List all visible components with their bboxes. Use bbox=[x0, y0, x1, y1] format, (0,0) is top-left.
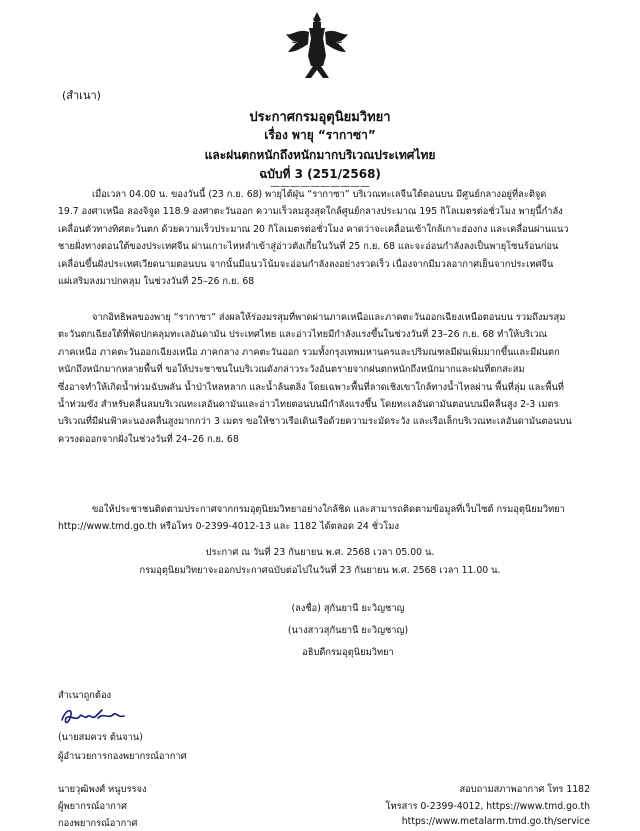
signer-name: (นางสาวสุกันยานี ยะวิญชาญ) bbox=[287, 625, 409, 636]
paragraph-line: เคลื่อนตัวทางทิศตะวันตก ด้วยความเร็วประมาณ 20 กิโลเมตรต่อชั่วโมง คาดว่าจะเคลื่อนเข้าใกล้เกาะฮ่องกง และเคลื่อนผ่านแนว bbox=[58, 223, 569, 235]
certifier-position: ผู้อำนวยการกองพยากรณ์อากาศ bbox=[58, 751, 187, 762]
signer-position: อธิบดีกรมอุตุนิยมวิทยา bbox=[302, 647, 394, 658]
paragraph-line: ซึ่งอาจทำให้เกิดน้ำท่วมฉับพลัน น้ำป่าไหลหลาก และน้ำล้นตลิ่ง โดยเฉพาะพื้นที่ลาดเชิงเขาใกล้ทางน้ำไหลผ่าน พื้นที่ลุ่ม และพื้นที่ bbox=[58, 381, 564, 393]
document-subject-line2: และฝนตกหนักถึงหนักมากบริเวณประเทศไทย bbox=[204, 148, 436, 162]
paragraph-line: 19.7 องศาเหนือ ลองจิจูด 118.9 องศาตะวันออก ความเร็วลมสูงสุดใกล้ศูนย์กลางประมาณ 195 กิโลเมตรต่อชั่วโมง พายุนี้กำลัง bbox=[58, 206, 563, 218]
handwritten-signature-icon bbox=[58, 704, 130, 728]
certified-copy-label: สำเนาถูกต้อง bbox=[58, 690, 112, 701]
paragraph-contact bbox=[58, 501, 584, 536]
paragraph-line: ควรงดออกจากฝั่งในช่วงวันที่ 24–26 ก.ย. 68 bbox=[58, 433, 239, 445]
paragraph-line: ขอให้ประชาชนติดตามประกาศจากกรมอุตุนิยมวิทยาอย่างใกล้ชิด และสามารถติดตามข้อมูลที่เว็บไซต์ กรมอุตุนิยมวิทยา bbox=[92, 504, 565, 515]
metalarm-link[interactable]: https://www.metalarm.tmd.go.th/service bbox=[401, 816, 590, 827]
paragraph-storm-position bbox=[58, 186, 584, 290]
paragraph-line: ชายฝั่งทางตอนใต้ของประเทศจีน ผ่านเกาะไหหลำเข้าสู่อ่าวตังเกี๋ยในวันที่ 25 ก.ย. 68 และจะอ่อนกำลังลงเป็นพายุโซนร้อนก่อน bbox=[58, 241, 559, 253]
garuda-emblem-icon bbox=[284, 10, 350, 80]
contact-fax-website: โทรสาร 0-2399-4012, https://www.tmd.go.th bbox=[385, 801, 590, 812]
paragraph-line: บริเวณที่มีฝนฟ้าคะนองคลื่นสูงมากกว่า 3 เมตร ขอให้ชาวเรือเดินเรือด้วยความระมัดระวัง และเรือเล็กบริเวณทะเลอันดามันตอนบน bbox=[58, 416, 572, 428]
announcement-date: ประกาศ ณ วันที่ 23 กันยายน พ.ศ. 2568 เวลา 05.00 น. bbox=[205, 547, 435, 558]
forecaster-name: นายวุฒิพงศ์ หนูบรรจง bbox=[58, 784, 147, 795]
paragraph-line: หนักถึงหนักมากหลายพื้นที่ ขอให้ประชาชนในบริเวณดังกล่าวระวังอันตรายจากฝนตกหนักถึงหนักมากและฝนที่ตกสะสม bbox=[58, 364, 525, 376]
paragraph-line: ภาคเหนือ ภาคตะวันออกเฉียงเหนือ ภาคกลาง ภาคตะวันออก รวมทั้งกรุงเทพมหานครและปริมณฑลมีฝนเพิ่มมากขึ้นและมีฝนตก bbox=[58, 346, 560, 358]
certifier-name: (นายสมควร ต้นจาน) bbox=[58, 732, 143, 743]
paragraph-line: ตะวันตกเฉียงใต้ที่พัดปกคลุมทะเลอันดามัน ประเทศไทย และอ่าวไทยมีกำลังแรงขึ้นในช่วงวันที่ 23–26 ก.ย. 68 ทำให้บริเวณ bbox=[58, 329, 548, 341]
title-divider: —————————— bbox=[270, 181, 370, 192]
copy-label: (สำเนา) bbox=[62, 89, 101, 102]
paragraph-line: เคลื่อนขึ้นฝั่งประเทศเวียดนามตอนบน จากนั้นมีแนวโน้มจะอ่อนกำลังลงอย่างรวดเร็ว เนื่องจากมีมวลอากาศเย็นจากประเทศจีน bbox=[58, 258, 554, 270]
next-issue-notice: กรมอุตุนิยมวิทยาจะออกประกาศฉบับต่อไปในวันที่ 23 กันยายน พ.ศ. 2568 เวลา 11.00 น. bbox=[139, 565, 501, 576]
paragraph-line: น้ำท่วมขัง สำหรับคลื่นลมบริเวณทะเลอันดามันและอ่าวไทยตอนบนมีกำลังแรงขึ้น โดยทะเลอันดามันตอนบนมีคลื่นสูง 2-3 เมตร bbox=[58, 399, 559, 411]
document-subject: เรื่อง พายุ “รากาซา” bbox=[264, 128, 376, 142]
paragraph-line: เมื่อเวลา 04.00 น. ของวันนี้ (23 ก.ย. 68) พายุไต้ฝุ่น “รากาซา” บริเวณทะเลจีนใต้ตอนบน มีศูนย์กลางอยู่ที่ละติจูด bbox=[92, 189, 547, 200]
paragraph-impact bbox=[58, 309, 584, 448]
forecaster-role: ผู้พยากรณ์อากาศ bbox=[58, 801, 128, 812]
forecaster-division: กองพยากรณ์อากาศ bbox=[58, 818, 138, 829]
document-title: ประกาศกรมอุตุนิยมวิทยา bbox=[249, 110, 391, 125]
paragraph-line: จากอิทธิพลของพายุ “รากาซา” ส่งผลให้ร่องมรสุมที่พาดผ่านภาคเหนือและภาคตะวันออกเฉียงเหนือตอนบน รวมถึงมรสุม bbox=[92, 312, 566, 323]
contact-hotline: สอบถามสภาพอากาศ โทร 1182 bbox=[459, 784, 590, 795]
paragraph-line: http://www.tmd.go.th หรือโทร 0-2399-4012-13 และ 1182 ได้ตลอด 24 ชั่วโมง bbox=[58, 521, 399, 533]
signed-by: (ลงชื่อ) สุกันยานี ยะวิญชาญ bbox=[291, 603, 405, 614]
paragraph-line: แผ่เสริมลงมาปกคลุม ในช่วงวันที่ 25–26 ก.ย. 68 bbox=[58, 276, 255, 288]
issue-number: ฉบับที่ 3 (251/2568) bbox=[259, 167, 381, 181]
